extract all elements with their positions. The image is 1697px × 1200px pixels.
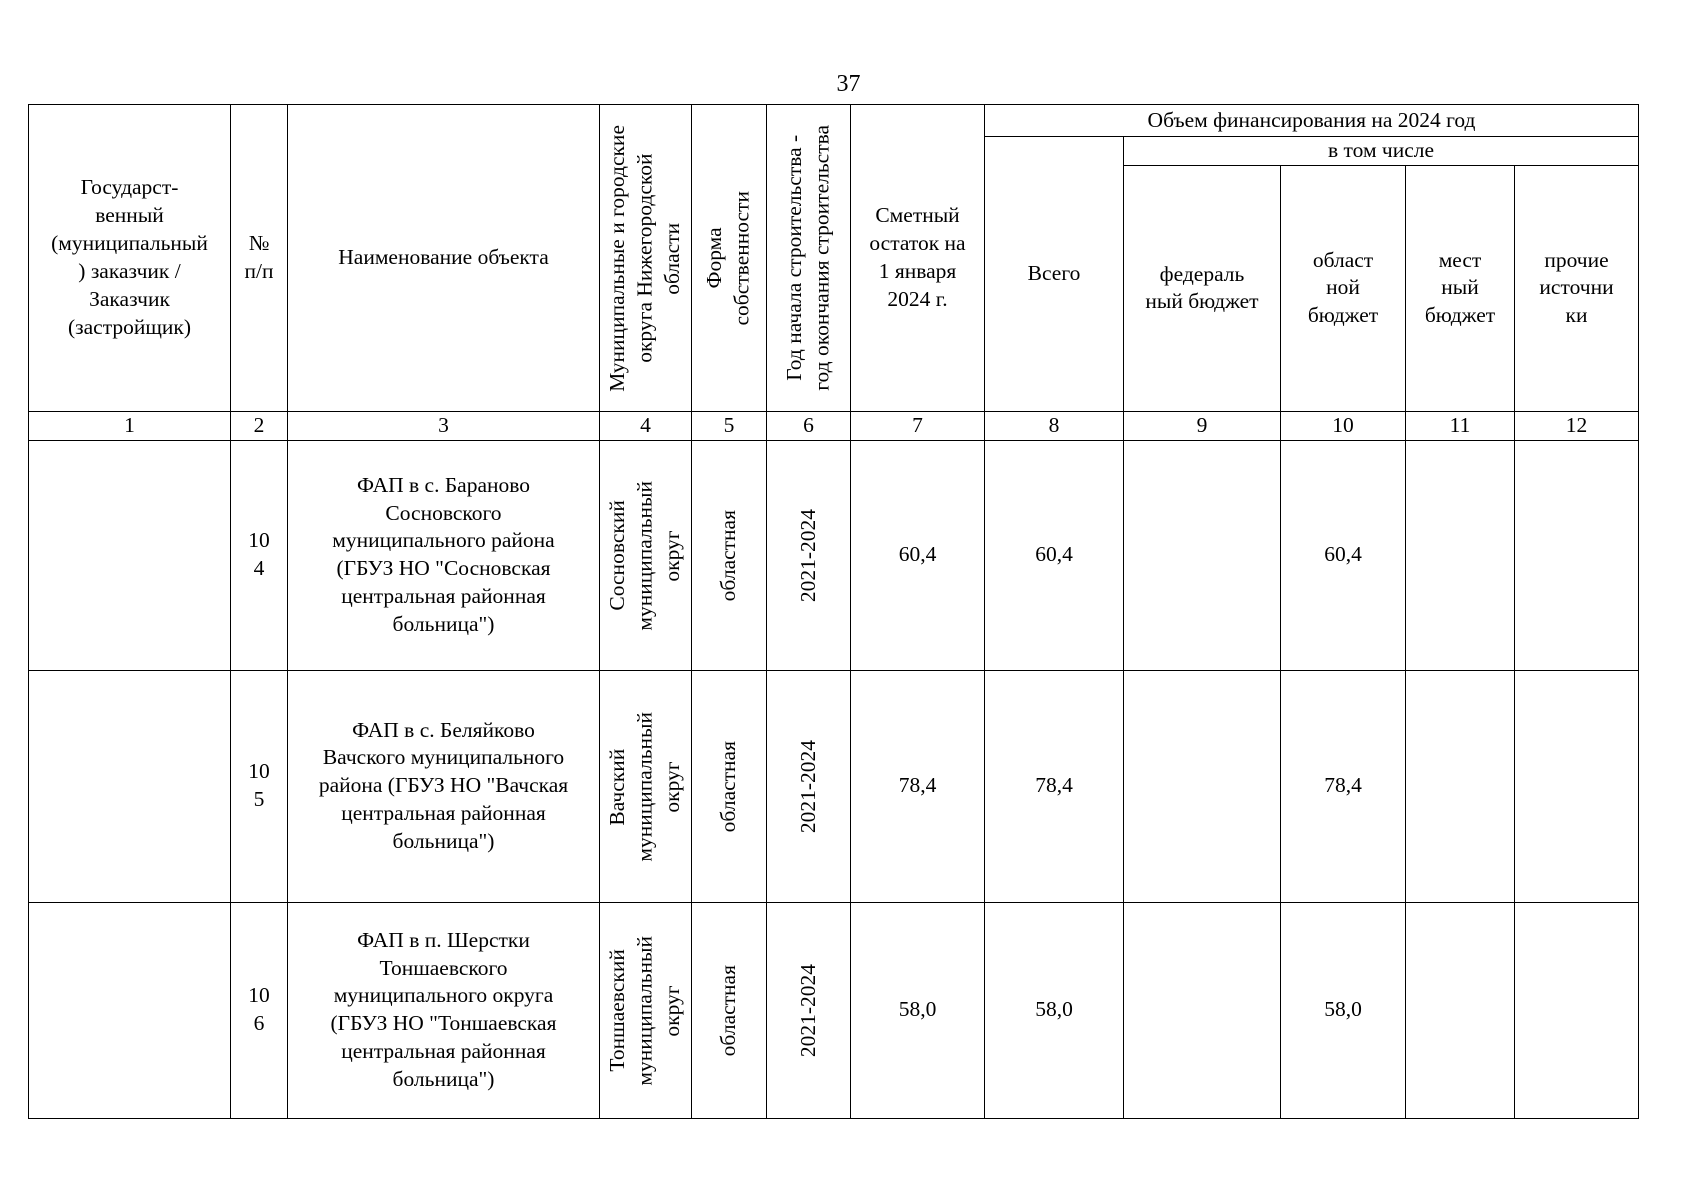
header-federal: федераль ный бюджет [1124,165,1281,411]
ownership-text: областная [716,964,741,1057]
header-ownership: Форма собственности [702,190,754,326]
cell-ownership [692,902,767,1118]
header-customer: Государст- венный (муниципальный ) заказчик / Заказчик (застройщик) [29,105,231,412]
header-including: в том числе [1124,137,1639,166]
column-number: 11 [1406,411,1515,440]
cell-ownership [692,440,767,670]
cell-customer [29,440,231,670]
header-regional: област ной бюджет [1281,165,1406,411]
cell-local [1406,670,1515,902]
cell-customer [29,670,231,902]
column-numbers-row [29,411,1639,440]
header-funding-group: Объем финансирования на 2024 год [985,105,1639,137]
header-total: Всего [985,137,1124,412]
column-number: 7 [851,411,985,440]
cell-years [767,902,851,1118]
table-row [29,902,1639,1118]
cell-total: 78,4 [985,670,1124,902]
cell-local [1406,902,1515,1118]
cell-customer [29,902,231,1118]
cell-number: 10 6 [231,902,288,1118]
column-number: 2 [231,411,288,440]
header-ownership-cell [692,105,767,412]
header-district: Муниципальные и городские округа Нижегородской области [605,124,685,392]
district-text: Сосновский муниципальный округ [605,480,685,631]
cell-regional: 78,4 [1281,670,1406,902]
cell-object-name: ФАП в с. Бараново Сосновского муниципального района (ГБУЗ НО "Сосновская центральная районная больница") [288,440,600,670]
cell-ownership [692,670,767,902]
column-number: 9 [1124,411,1281,440]
header-estimate-remainder: Сметный остаток на 1 января 2024 г. [851,105,985,412]
cell-federal [1124,902,1281,1118]
cell-regional: 58,0 [1281,902,1406,1118]
cell-other [1515,902,1639,1118]
column-number: 3 [288,411,600,440]
cell-federal [1124,440,1281,670]
years-text: 2021-2024 [795,508,820,602]
cell-other [1515,670,1639,902]
cell-other [1515,440,1639,670]
header-years: Год начала строительства - год окончания строительства [781,125,834,391]
cell-regional: 60,4 [1281,440,1406,670]
cell-number: 10 5 [231,670,288,902]
column-number: 4 [600,411,692,440]
header-other: прочие источни ки [1515,165,1639,411]
district-text: Вачский муниципальный округ [605,711,685,862]
column-number: 10 [1281,411,1406,440]
cell-number: 10 4 [231,440,288,670]
cell-years [767,670,851,902]
column-number: 5 [692,411,767,440]
table-body [29,440,1639,1118]
cell-district [600,440,692,670]
years-text: 2021-2024 [795,963,820,1057]
cell-object-name: ФАП в п. Шерстки Тоншаевского муниципального округа (ГБУЗ НО "Тоншаевская центральная районная больница") [288,902,600,1118]
column-number: 8 [985,411,1124,440]
ownership-text: областная [716,509,741,602]
ownership-text: областная [716,740,741,833]
cell-estimate-remainder: 58,0 [851,902,985,1118]
table-header [29,105,1639,441]
table-row [29,440,1639,670]
cell-total: 60,4 [985,440,1124,670]
header-years-cell [767,105,851,412]
header-district-cell [600,105,692,412]
cell-local [1406,440,1515,670]
header-number: № п/п [231,105,288,412]
cell-district [600,670,692,902]
district-text: Тоншаевский муниципальный округ [605,935,685,1086]
cell-estimate-remainder: 78,4 [851,670,985,902]
cell-federal [1124,670,1281,902]
column-number: 6 [767,411,851,440]
column-number: 12 [1515,411,1639,440]
page-number: 37 [836,71,861,97]
column-number: 1 [29,411,231,440]
cell-estimate-remainder: 60,4 [851,440,985,670]
table-row [29,670,1639,902]
cell-object-name: ФАП в с. Беляйково Вачского муниципального района (ГБУЗ НО "Вачская центральная районная больница") [288,670,600,902]
financing-table [28,104,1639,1119]
header-object-name: Наименование объекта [288,105,600,412]
header-local: мест ный бюджет [1406,165,1515,411]
years-text: 2021-2024 [795,739,820,833]
cell-total: 58,0 [985,902,1124,1118]
cell-district [600,902,692,1118]
cell-years [767,440,851,670]
